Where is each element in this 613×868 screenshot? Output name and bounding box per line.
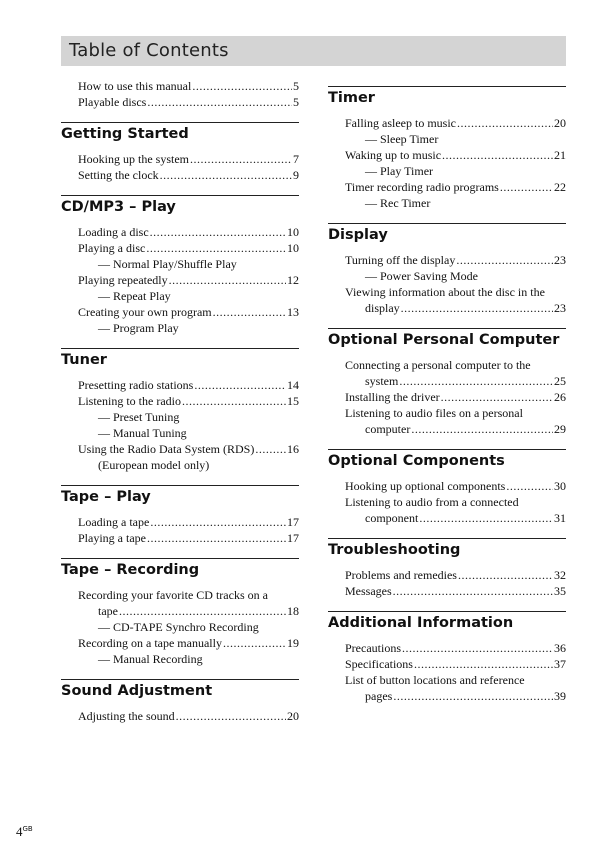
entry-line <box>78 224 299 240</box>
toc-entry[interactable] <box>345 179 566 211</box>
dot-leader <box>414 656 553 672</box>
entry-list <box>61 372 299 473</box>
entry-line <box>345 583 566 599</box>
entry-title-continued: display <box>365 301 400 315</box>
toc-section <box>328 86 566 211</box>
toc-entry[interactable] <box>345 147 566 179</box>
entry-line <box>78 530 299 546</box>
section-heading: Troubleshooting <box>328 538 566 562</box>
entry-title: Hooking up optional components <box>345 479 506 493</box>
toc-entry[interactable] <box>345 115 566 147</box>
dot-leader <box>119 603 286 619</box>
entry-title: Playable discs <box>78 95 147 109</box>
page-number <box>16 824 33 840</box>
entry-page: 30 <box>554 479 566 493</box>
entry-line <box>78 441 299 457</box>
entry-title: Falling asleep to music <box>345 116 456 130</box>
dot-leader <box>399 373 553 389</box>
entry-page: 26 <box>554 390 566 404</box>
entry-line <box>345 147 566 163</box>
dot-leader <box>419 510 553 526</box>
toc-section <box>61 679 299 724</box>
entry-subtitle: — Sleep Timer <box>365 132 439 146</box>
entry-title: Listening to the radio <box>78 394 181 408</box>
dot-leader <box>192 78 292 94</box>
section-heading: CD/MP3 – Play <box>61 195 299 219</box>
entry-title: Using the Radio Data System (RDS) <box>78 442 255 456</box>
section-heading: Tape – Play <box>61 485 299 509</box>
entry-line <box>78 167 299 183</box>
entry-subtitle: — Preset Tuning <box>98 410 180 424</box>
entry-page: 20 <box>287 709 299 723</box>
entry-title: List of button locations and reference <box>345 673 525 687</box>
entry-page: 35 <box>554 584 566 598</box>
entry-subtitle: (European model only) <box>98 458 210 472</box>
dot-leader <box>146 240 286 256</box>
entry-page: 37 <box>554 657 566 671</box>
entry-subtitle: — Manual Tuning <box>98 426 187 440</box>
toc-section <box>61 78 299 110</box>
entry-title-continued: computer <box>365 422 411 436</box>
section-heading: Getting Started <box>61 122 299 146</box>
entry-page: 17 <box>287 515 299 529</box>
entry-list <box>328 247 566 316</box>
entry-subtitle: — Power Saving Mode <box>365 269 478 283</box>
toc-entry[interactable] <box>78 240 299 272</box>
section-heading: Sound Adjustment <box>61 679 299 703</box>
entry-line <box>345 373 566 389</box>
entry-list <box>328 473 566 526</box>
entry-page: 31 <box>554 511 566 525</box>
toc-section <box>328 223 566 316</box>
entry-title: Listening to audio files on a personal <box>345 406 523 420</box>
entry-page: 14 <box>287 378 299 392</box>
toc-entry[interactable] <box>345 284 566 316</box>
section-heading: Tuner <box>61 348 299 372</box>
entry-subtitle: — Repeat Play <box>98 289 171 303</box>
entry-list <box>61 146 299 183</box>
entry-list <box>328 562 566 599</box>
dot-leader <box>442 147 553 163</box>
dot-leader <box>401 300 553 316</box>
entry-page: 9 <box>293 168 299 182</box>
toc-entry[interactable] <box>345 357 566 389</box>
toc-entry[interactable] <box>345 672 566 704</box>
toc-entry[interactable] <box>345 494 566 526</box>
dot-leader <box>457 115 553 131</box>
toc-section <box>328 611 566 704</box>
dot-leader <box>182 393 286 409</box>
page-title: Table of Contents <box>69 40 229 61</box>
entry-page: 7 <box>293 152 299 166</box>
entry-page: 29 <box>554 422 566 436</box>
entry-line <box>345 179 566 195</box>
entry-line <box>78 78 299 94</box>
dot-leader <box>255 441 286 457</box>
entry-title: Playing a tape <box>78 531 146 545</box>
toc-entry[interactable] <box>78 587 299 635</box>
entry-title: Precautions <box>345 641 401 655</box>
entry-page: 17 <box>287 531 299 545</box>
dot-leader <box>194 377 286 393</box>
entry-line <box>345 478 566 494</box>
dot-leader <box>160 167 292 183</box>
entry-page: 20 <box>554 116 566 130</box>
entry-page: 12 <box>287 273 299 287</box>
entry-line <box>78 635 299 651</box>
entry-title: Viewing information about the disc in the <box>345 285 545 299</box>
entry-line <box>345 688 566 704</box>
entry-page: 10 <box>287 225 299 239</box>
entry-page: 15 <box>287 394 299 408</box>
toc-entry[interactable] <box>78 514 299 530</box>
dot-leader <box>402 640 553 656</box>
entry-subtitle: — CD-TAPE Synchro Recording <box>98 620 259 634</box>
entry-title: Presetting radio stations <box>78 378 194 392</box>
dot-leader <box>393 583 553 599</box>
section-heading: Optional Personal Computer <box>328 328 566 352</box>
entry-page: 5 <box>293 95 299 109</box>
dot-leader <box>458 567 553 583</box>
dot-leader <box>411 421 553 437</box>
toc-entry[interactable] <box>345 405 566 437</box>
entry-title: Connecting a personal computer to the <box>345 358 531 372</box>
entry-line <box>78 304 299 320</box>
entry-line <box>345 421 566 437</box>
entry-line <box>78 708 299 724</box>
entry-line <box>345 389 566 405</box>
header-bar <box>61 36 566 66</box>
entry-page: 36 <box>554 641 566 655</box>
entry-line <box>345 510 566 526</box>
toc-entry[interactable] <box>345 478 566 494</box>
entry-title-continued: tape <box>98 604 118 618</box>
entry-line <box>345 252 566 268</box>
entry-line <box>78 393 299 409</box>
entry-list <box>61 703 299 724</box>
dot-leader <box>147 530 286 546</box>
dot-leader <box>150 514 286 530</box>
entry-page: 22 <box>554 180 566 194</box>
toc-entry[interactable] <box>345 567 566 583</box>
entry-page: 39 <box>554 689 566 703</box>
entry-line <box>345 115 566 131</box>
toc-entry[interactable] <box>345 640 566 656</box>
section-heading: Timer <box>328 86 566 110</box>
toc-entry[interactable] <box>78 530 299 546</box>
entry-title: Turning off the display <box>345 253 456 267</box>
dot-leader <box>169 272 286 288</box>
entry-line <box>345 640 566 656</box>
toc-entry[interactable] <box>345 656 566 672</box>
page-number-value: 4 <box>16 824 23 839</box>
entry-subtitle: — Program Play <box>98 321 179 335</box>
entry-title: Problems and remedies <box>345 568 457 582</box>
entry-line <box>78 151 299 167</box>
entry-subtitle: — Normal Play/Shuffle Play <box>98 257 237 271</box>
dot-leader <box>190 151 292 167</box>
page-number-suffix: GB <box>22 825 33 833</box>
entry-title: Waking up to music <box>345 148 442 162</box>
entry-title: Listening to audio from a connected <box>345 495 519 509</box>
section-heading: Display <box>328 223 566 247</box>
entry-title: Creating your own program <box>78 305 212 319</box>
toc-entry[interactable] <box>78 94 299 110</box>
toc-entry[interactable] <box>78 167 299 183</box>
toc-section <box>61 348 299 473</box>
entry-page: 5 <box>293 79 299 93</box>
entry-title: Recording on a tape manually <box>78 636 222 650</box>
entry-list <box>328 352 566 437</box>
dot-leader <box>500 179 553 195</box>
entry-list <box>61 582 299 667</box>
entry-list <box>328 635 566 704</box>
dot-leader <box>506 478 553 494</box>
entry-line <box>78 377 299 393</box>
section-heading: Tape – Recording <box>61 558 299 582</box>
entry-title: Installing the driver <box>345 390 440 404</box>
entry-line <box>78 240 299 256</box>
left-column <box>61 78 299 724</box>
entry-line <box>78 94 299 110</box>
toc-entry[interactable] <box>345 389 566 405</box>
toc-section <box>61 122 299 183</box>
entry-subtitle: — Play Timer <box>365 164 434 178</box>
section-heading: Optional Components <box>328 449 566 473</box>
toc-entry[interactable] <box>78 224 299 240</box>
toc-entry[interactable] <box>345 252 566 284</box>
entry-list <box>61 78 299 110</box>
toc-entry[interactable] <box>78 78 299 94</box>
entry-title: Timer recording radio programs <box>345 180 499 194</box>
toc-section <box>328 328 566 437</box>
toc-entry[interactable] <box>78 393 299 441</box>
entry-line <box>78 272 299 288</box>
dot-leader <box>456 252 553 268</box>
toc-section <box>61 485 299 546</box>
dot-leader <box>176 708 286 724</box>
entry-title: Recording your favorite CD tracks on a <box>78 588 268 602</box>
entry-page: 32 <box>554 568 566 582</box>
section-heading: Additional Information <box>328 611 566 635</box>
entry-title: Playing a disc <box>78 241 146 255</box>
entry-title: Setting the clock <box>78 168 159 182</box>
toc-entry[interactable] <box>78 151 299 167</box>
entry-page: 25 <box>554 374 566 388</box>
entry-page: 21 <box>554 148 566 162</box>
entry-title-continued: pages <box>365 689 393 703</box>
entry-title: Loading a disc <box>78 225 149 239</box>
entry-subtitle: — Rec Timer <box>365 196 431 210</box>
entry-page: 19 <box>287 636 299 650</box>
entry-line <box>78 603 299 619</box>
dot-leader <box>223 635 286 651</box>
toc-entry[interactable] <box>78 441 299 473</box>
entry-subtitle: — Manual Recording <box>98 652 203 666</box>
entry-line <box>345 300 566 316</box>
entry-title: Adjusting the sound <box>78 709 175 723</box>
toc-section <box>328 538 566 599</box>
entry-title: How to use this manual <box>78 79 192 93</box>
toc-section <box>328 449 566 526</box>
toc-entry[interactable] <box>78 272 299 304</box>
dot-leader <box>150 224 286 240</box>
entry-page: 13 <box>287 305 299 319</box>
entry-page: 10 <box>287 241 299 255</box>
entry-list <box>61 219 299 336</box>
dot-leader <box>213 304 286 320</box>
entry-page: 18 <box>287 604 299 618</box>
dot-leader <box>441 389 553 405</box>
entry-title: Playing repeatedly <box>78 273 168 287</box>
toc-entry[interactable] <box>345 583 566 599</box>
dot-leader <box>393 688 553 704</box>
entry-page: 23 <box>554 301 566 315</box>
entry-title-continued: system <box>365 374 399 388</box>
entry-title: Specifications <box>345 657 413 671</box>
toc-entry[interactable] <box>78 635 299 667</box>
entry-title: Loading a tape <box>78 515 150 529</box>
toc-section <box>61 195 299 336</box>
entry-title-continued: component <box>365 511 419 525</box>
entry-page: 16 <box>287 442 299 456</box>
entry-line <box>345 567 566 583</box>
entry-list <box>328 110 566 211</box>
right-column <box>328 86 566 704</box>
entry-list <box>61 509 299 546</box>
entry-line <box>345 656 566 672</box>
toc-section <box>61 558 299 667</box>
entry-title: Hooking up the system <box>78 152 189 166</box>
toc-entry[interactable] <box>78 377 299 393</box>
toc-entry[interactable] <box>78 708 299 724</box>
entry-page: 23 <box>554 253 566 267</box>
entry-title: Messages <box>345 584 392 598</box>
dot-leader <box>147 94 292 110</box>
entry-line <box>78 514 299 530</box>
toc-entry[interactable] <box>78 304 299 336</box>
